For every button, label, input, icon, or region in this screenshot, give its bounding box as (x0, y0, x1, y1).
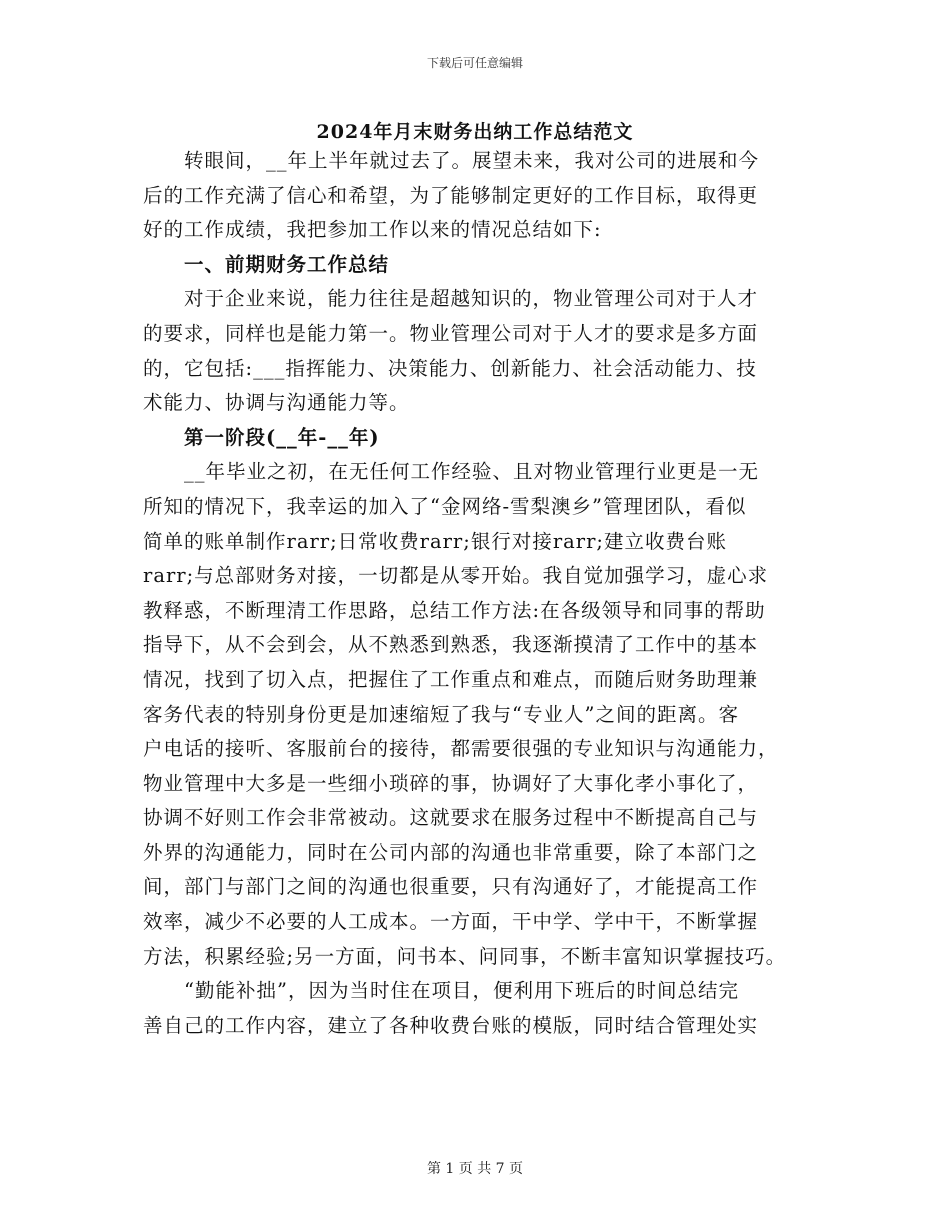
paragraph-line: 所知的情况下，我幸运的加入了“金网络-雪梨澳乡”管理团队，看似 (143, 494, 747, 518)
paragraph-line: 对于企业来说，能力往往是超越知识的，物业管理公司对于人才 (184, 287, 759, 311)
paragraph-line: 协调不好则工作会非常被动。这就要求在服务过程中不断提高自己与 (143, 806, 759, 830)
paragraph-line: 客务代表的特别身份更是加速缩短了我与“专业人”之间的距离。客 (143, 702, 739, 726)
paragraph-line: 外界的沟通能力，同时在公司内部的沟通也非常重要，除了本部门之 (143, 840, 759, 864)
paragraph-line: 的要求，同样也是能力第一。物业管理公司对于人才的要求是多方面 (143, 321, 759, 345)
paragraph-line: 情况，找到了切入点，把握住了工作重点和难点，而随后财务助理兼 (143, 667, 759, 691)
paragraph-line: 后的工作充满了信心和希望，为了能够制定更好的工作目标，取得更 (143, 183, 759, 207)
page-header: 下载后可任意编辑 (426, 56, 523, 70)
document-body (143, 144, 803, 1043)
paragraph-line: 间，部门与部门之间的沟通也很重要，只有沟通好了，才能提高工作 (143, 875, 759, 899)
paragraph-line: 善自己的工作内容，建立了各种收费台账的模版，同时结合管理处实 (143, 1013, 759, 1037)
section-heading: 一、前期财务工作总结 (184, 252, 390, 276)
paragraph-line: 效率，减少不必要的人工成本。一方面，干中学、学中干，不断掌握 (143, 910, 759, 934)
paragraph-line: 指导下，从不会到会，从不熟悉到熟悉，我逐渐摸清了工作中的基本 (143, 633, 759, 657)
document-title: 2024年月末财务出纳工作总结范文 (316, 121, 634, 143)
paragraph-line: __年毕业之初，在无任何工作经验、且对物业管理行业更是一无 (184, 460, 760, 484)
page-footer: 第 1 页 共 7 页 (426, 1161, 524, 1177)
paragraph-line: 物业管理中大多是一些细小琐碎的事，协调好了大事化孝小事化了， (143, 771, 759, 795)
paragraph-line: 的，它包括:___指挥能力、决策能力、创新能力、社会活动能力、技 (143, 356, 757, 380)
paragraph-line: 方法，积累经验;另一方面，问书本、问同事，不断丰富知识掌握技巧。 (143, 944, 787, 968)
subsection-heading: 第一阶段(__年-__年) (184, 425, 380, 449)
paragraph-line: rarr;与总部财务对接，一切都是从零开始。我自觉加强学习，虚心求 (143, 564, 769, 588)
paragraph-line: 户电话的接听、客服前台的接待，都需要很强的专业知识与沟通能力， (143, 737, 779, 761)
paragraph-line: “勤能补拙”，因为当时住在项目，便利用下班后的时间总结完 (184, 979, 739, 1003)
paragraph-line: 好的工作成绩，我把参加工作以来的情况总结如下: (143, 218, 602, 242)
paragraph-line: 简单的账单制作rarr;日常收费rarr;银行对接rarr;建立收费台账 (143, 529, 727, 553)
paragraph-line: 转眼间，__年上半年就过去了。展望未来，我对公司的进展和今 (184, 149, 760, 172)
paragraph-line: 术能力、协调与沟通能力等。 (143, 391, 410, 415)
paragraph-line: 教释惑，不断理清工作思路，总结工作方法:在各级领导和同事的帮助 (143, 598, 766, 622)
